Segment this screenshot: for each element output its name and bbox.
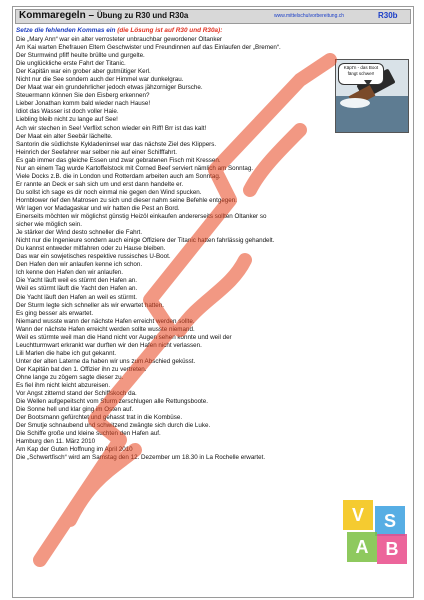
- sentence-line: Liebling bleib nicht zu lange auf See!: [16, 116, 118, 124]
- sentence-line: Weil es stürmte weil man die Hand nicht vor Augen sehen konnte und weil der: [16, 333, 232, 341]
- sentence-line: Die Yacht läuft den Hafen an weil es stürmt.: [16, 293, 138, 301]
- logo-letter: A: [355, 537, 369, 557]
- sentence-line: Es gab immer das gleiche Essen und zwar gebratenen Fisch mit Kressen.: [16, 156, 221, 164]
- titanic-illustration: [335, 59, 409, 133]
- sentence-line: Am Kap der Guten Hoffnung im April 2010: [16, 446, 133, 454]
- sentence-line: Heinrich der Seefahrer war selber nie auf einer Schifffahrt.: [16, 148, 177, 156]
- header-bar: [15, 9, 411, 24]
- sentence-line: Wann der nächste Hafen erreicht werden sollte wusste niemand.: [16, 325, 195, 333]
- sentence-line: Das war ein sowjetisches respektive russisches U-Boot.: [16, 253, 171, 261]
- sentence-line: Lili Marlen die habe ich gut gekannt.: [16, 349, 117, 357]
- water-splash: [340, 98, 370, 108]
- sentence-line: Der Sturmwind pfiff heulte brüllte und gurgelte.: [16, 52, 145, 60]
- sentence-line: Steuermann können Sie den Eisberg erkennen?: [16, 92, 150, 100]
- title-subtitle: Übung zu R30 und R30a: [96, 11, 189, 20]
- sentence-line: Niemand wusste wann der nächste Hafen erreicht werden sollte.: [16, 317, 195, 325]
- sentence-line: Der Maat ein alter Seebär lächelte.: [16, 132, 113, 140]
- sentence-line: Nicht nur die Ingenieure sondern auch einige Offiziere der Titanic hatten fahrlässig gehandelt.: [16, 237, 275, 245]
- worksheet-page: [12, 6, 414, 598]
- sentence-line: Ach wir stechen in See! Verflixt schon wieder ein Riff! Brr ist das kalt!: [16, 124, 207, 132]
- sentence-line: Hornblower rief den Matrosen zu sich und dieser nahm seine Befehle entgegen.: [16, 196, 237, 204]
- sentence-line: Lieber Jonathan komm bald wieder nach Hause!: [16, 100, 151, 108]
- speech-bubble-tail: [364, 80, 372, 86]
- logo-tile: [375, 506, 405, 536]
- sentence-line: sicher wie möglich sein.: [16, 221, 82, 229]
- worksheet-code: R30b: [378, 11, 398, 20]
- logo-tile: [343, 500, 373, 530]
- sentence-line: Es fiel ihm nicht leicht abzureisen.: [16, 382, 111, 390]
- instruction-text: Setze die fehlenden Kommas ein: [16, 27, 116, 34]
- sentence-line: Die Schiffe große und kleine suchten den Hafen auf.: [16, 430, 161, 438]
- sentence-line: Unter der alten Laterne da haben wir uns zum Abschied geküsst.: [16, 357, 196, 365]
- sentence-line: Die „Schwertfisch“ wird am Samstag den 12. Dezember um 18.30 in La Rochelle erwartet.: [16, 454, 266, 462]
- sentence-line: Vor Angst zitternd stand der Schiffskoch da.: [16, 390, 137, 398]
- sentence-line: Es ging besser als erwartet.: [16, 309, 94, 317]
- worksheet-title: [19, 10, 188, 21]
- logo-tile: [347, 532, 377, 562]
- sentence-line: Die Wellen aufgepeitscht vom Sturm zerschlugen alle Rettungsboote.: [16, 398, 209, 406]
- sentence-line: Der Sturm legte sich schneller als wir erwartet hatten.: [16, 301, 164, 309]
- sentence-line: Die Yacht läuft weil es stürmt den Hafen an.: [16, 277, 138, 285]
- title-main: Kommaregeln –: [19, 10, 95, 21]
- sentence-line: Den Hafen den wir anlaufen kenne ich schon.: [16, 261, 143, 269]
- sentence-line: Der Smutje schnaubend und schwitzend zwängte sich durch die Luke.: [16, 422, 211, 430]
- sentence-line: Ich kenne den Hafen den wir anlaufen.: [16, 269, 124, 277]
- sentence-line: Santorin die südlichste Kykladeninsel war das nächste Ziel des Klippers.: [16, 140, 217, 148]
- logo-letter: S: [383, 511, 396, 531]
- speech-bubble: Käpt'n - das Boot fängt schwer!: [338, 63, 384, 85]
- instruction-hint: (die Lösung ist auf R30 und R30a):: [117, 27, 223, 34]
- sentence-line: Leuchtturmwart erkrankt war durften wir den Hafen nicht verlassen.: [16, 341, 202, 349]
- sentence-line: Du kannst entweder mitfahren oder zu Hause bleiben.: [16, 245, 166, 253]
- instruction: [16, 27, 222, 34]
- sentence-line: Je stärker der Wind desto schneller die Fahrt.: [16, 229, 143, 237]
- logo-letter: V: [351, 505, 364, 525]
- logo-tile: [377, 534, 407, 564]
- sentence-line: Viele Docks z.B. die in London und Rotterdam arbeiten auch am Sonntag.: [16, 172, 221, 180]
- sentence-line: Nur an einem Tag wurde Kartoffelstock mit Corned Beef serviert nämlich am Sonntag.: [16, 164, 254, 172]
- sentence-line: Hamburg den 11. März 2010: [16, 438, 96, 446]
- sentence-line: Die unglückliche erste Fahrt der Titanic.: [16, 60, 126, 68]
- sentence-line: Der Kapitän war ein grober aber gutmütiger Kerl.: [16, 68, 151, 76]
- sentence-line: Er rannte an Deck er sah sich um und erst dann handelte er.: [16, 180, 184, 188]
- sentence-line: Die Sonne hell und klar ging im Osten auf.: [16, 406, 134, 414]
- sentence-line: Wir lagen vor Madagaskar und wir hatten die Pest an Bord.: [16, 204, 180, 212]
- sentence-line: Der Maat war ein grundehrlicher jedoch etwas jähzorniger Bursche.: [16, 84, 203, 92]
- source-url[interactable]: www.mittelschulvorbereitung.ch: [274, 13, 345, 19]
- sentence-line: Nicht nur die See sondern auch der Himmel war dunkelgrau.: [16, 76, 184, 84]
- sentence-line: Am Kai warten Ehefrauen Eltern Geschwister und Freundinnen auf das Einlaufen der „Bremen“.: [16, 44, 281, 52]
- sentence-line: Der Bootsmann gefürchtet und gehasst trat in die Kombüse.: [16, 414, 183, 422]
- sentence-line: Die „Mary Ann“ war ein alter verrosteter unbrauchbar gewordener Öltanker: [16, 36, 222, 43]
- sentence-line: Weil es stürmt läuft die Yacht den Hafen an.: [16, 285, 138, 293]
- sentence-line: Du sollst ich sage es dir noch einmal nie gegen den Wind spucken.: [16, 188, 202, 196]
- sentence-line: Einerseits möchten wir möglichst günstig Heizöl einkaufen andererseits sollten Öltanker so: [16, 213, 267, 221]
- sentence-line: Ohne lange zu zögern sagte dieser zu.: [16, 373, 124, 381]
- vsab-logo: [343, 500, 407, 564]
- logo-letter: B: [385, 539, 399, 559]
- sentence-line: Der Kapitän bat den 1. Offizier ihn zu vertreten.: [16, 365, 147, 373]
- sentence-line: Idiot das Wasser ist doch voller Haie.: [16, 108, 119, 116]
